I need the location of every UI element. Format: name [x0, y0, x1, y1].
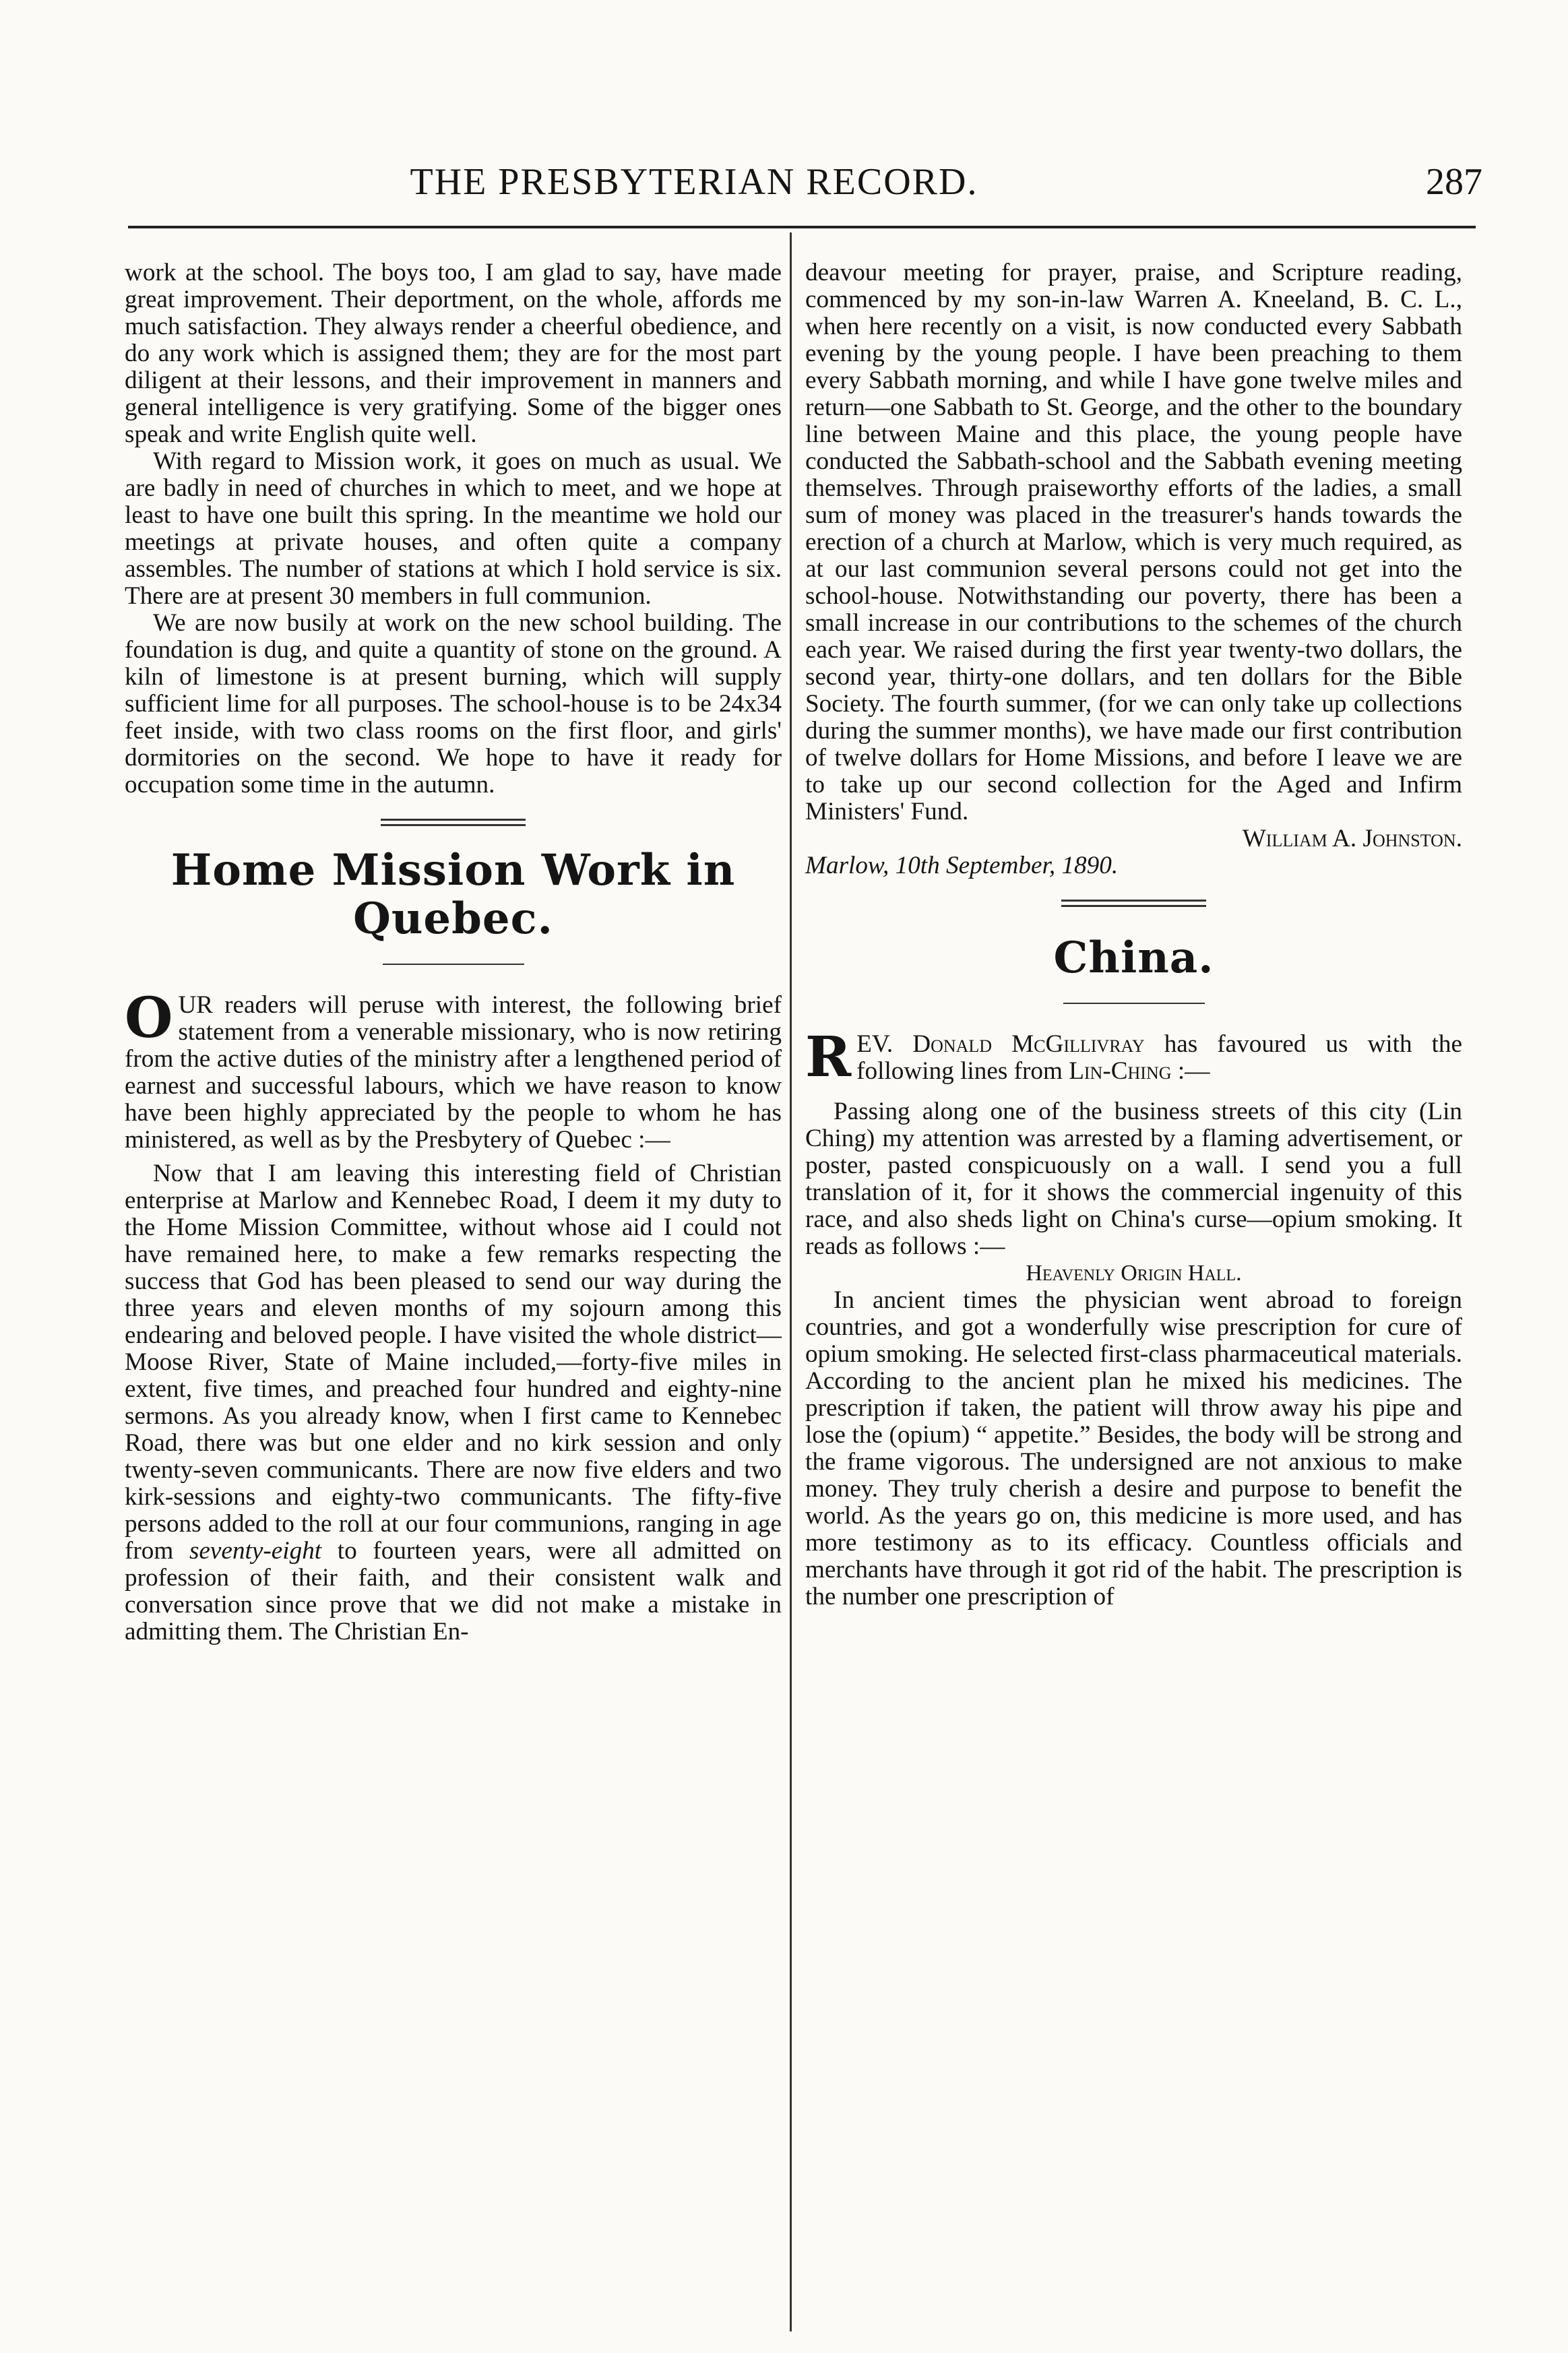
left-paragraph-3: We are now busily at work on the new school building. The foundation is dug, and quite a quantity of stone on the ground. A kiln of limestone is at present burning, which will supply sufficient lime for all purposes. The school-house is to be 24x34 feet inside, with two class rooms on the first floor, and girls' dormitories on the second. We hope to have it ready for occupation some time in the autumn.	[125, 609, 782, 798]
left-paragraph-1: work at the school. The boys too, I am glad to say, have made great improvement. Their deportment, on the whole, affords me much satisfaction. They always render a cheerful obedience, and do any work which is assigned them; they are for the most part diligent at their lessons, and their improvement in manners and general intelligence is very gratifying. Some of the bigger ones speak and write English quite well.	[125, 259, 782, 448]
right-intro-a: EV.	[856, 1030, 893, 1058]
page-number: 287	[1426, 161, 1482, 203]
signature: William A. Johnston.	[1242, 825, 1462, 852]
left-column	[125, 259, 782, 1645]
drop-cap-o: O	[125, 986, 173, 1050]
column-divider	[790, 232, 792, 2331]
section-double-rule-right	[1061, 900, 1206, 907]
subheading-heavenly-origin-hall: Heavenly Origin Hall.	[1026, 1261, 1242, 1286]
right-column	[805, 259, 1462, 1610]
left-paragraph-4-end: to fourteen years, were all admitted on profession of their faith, and their consistent walk and conversation since prove that we did not make a mistake in admitting them. The Christian En-	[125, 1537, 782, 1645]
left-paragraph-4	[125, 1160, 782, 1645]
header-rule	[128, 226, 1476, 228]
right-paragraph-3: In ancient times the physician went abroad to foreign countries, and got a wonderfully wise prescription for cure of opium smoking. He selected first-class pharmaceutical materials. According to the ancient plan he mixed his medicines. The prescription if taken, the patient will throw away his pipe and lose the (opium) “ appetite.” Besides, the body will be strong and the frame vigorous. The undersigned are not anxious to make money. They truly cherish a desire and purpose to benefit the world. As the years go on, this medicine is more used, and has more testimony as to its efficacy. Countless officials and merchants have through it got rid of the habit. The prescription is the number one prescription of	[805, 1286, 1462, 1610]
right-intro-b: has favoured us with the following lines from	[856, 1030, 1463, 1085]
right-intro-name: Donald McGillivray	[912, 1030, 1145, 1058]
section-double-rule	[381, 819, 526, 826]
right-paragraph-1: deavour meeting for prayer, praise, and Scripture reading, commenced by my son-in-law Warren A. Kneeland, B. C. L., when here recently on a visit, is now conducted every Sabbath evening by the young people. I have been preaching to them every Sabbath morning, and while I have gone twelve miles and return—one Sabbath to St. George, and the other to the boundary line between Maine and this place, the young people have conducted the Sabbath-school and the Sabbath evening meeting themselves. Through praiseworthy efforts of the ladies, a small sum of money was placed in the treasurer's hands towards the erection of a church at Marlow, which is very much required, as at our last communion several persons could not get into the school-house. Notwithstanding our poverty, there has been a small increase in our contributions to the schemes of the church each year. We raised during the first year twenty-two dollars, the second year, thirty-one dollars, and ten dollars for the Bible Society. The fourth summer, (for we can only take up collections during the summer months), we have made our first contribution of twelve dollars for Home Missions, and before I leave we are to take up our second collection for the Aged and Infirm Ministers' Fund.	[805, 259, 1462, 825]
section-title-home-mission: Home Mission Work in Quebec.	[170, 845, 736, 944]
left-paragraph-4-text: Now that I am leaving this interesting field of Christian enterprise at Marlow and Kennebec Road, I deem it my duty to the Home Mission Committee, without whose aid I could not have remained here, to make a few remarks respecting the success that God has been pleased to send our way during the three years and eleven months of my sojourn among this endearing and beloved people. I have visited the whole district—Moose River, State of Maine included,—forty-five miles in extent, five times, and preached four hundred and eighty-nine sermons. As you already know, when I first came to Kennebec Road, there was but one elder and no kirk session and only twenty-seven communicants. There are now five elders and two kirk-sessions and eighty-two communicants. The fifty-five persons added to the roll at our four communions, ranging in age from	[125, 1160, 782, 1565]
page-header-title: THE PRESBYTERIAN RECORD.	[410, 161, 978, 203]
left-intro-paragraph	[125, 986, 782, 1154]
dateline: Marlow, 10th September, 1890.	[805, 852, 1119, 879]
drop-cap-r: R	[805, 1025, 852, 1090]
right-intro-place: Lin-Ching	[1069, 1057, 1172, 1085]
section-title-china: China.	[1053, 933, 1214, 983]
right-intro-paragraph	[805, 1025, 1463, 1090]
left-intro-text: UR readers will peruse with interest, the following brief statement from a venerable missionary, who is now retiring from the active duties of the ministry after a lengthened period of earnest and successful labours, which we have reason to know have been highly appreciated by the people to whom he has ministered, as well as by the Presbytery of Quebec :—	[125, 991, 782, 1154]
left-paragraph-4-italic: seventy-eight	[189, 1537, 322, 1565]
left-paragraph-2: With regard to Mission work, it goes on much as usual. We are badly in need of churches in which to meet, and we hope at least to have one built this spring. In the meantime we hold our meetings at private houses, and often quite a company assembles. The number of stations at which I hold service is six. There are at present 30 members in full communion.	[125, 447, 782, 610]
right-paragraph-2: Passing along one of the business streets of this city (Lin Ching) my attention was arrested by a flaming advertisement, or poster, pasted conspicuously on a wall. I send you a full translation of it, for it shows the commercial ingenuity of this race, and also sheds light on China's curse—opium smoking. It reads as follows :—	[805, 1098, 1462, 1260]
right-intro-c: :—	[1177, 1057, 1210, 1085]
